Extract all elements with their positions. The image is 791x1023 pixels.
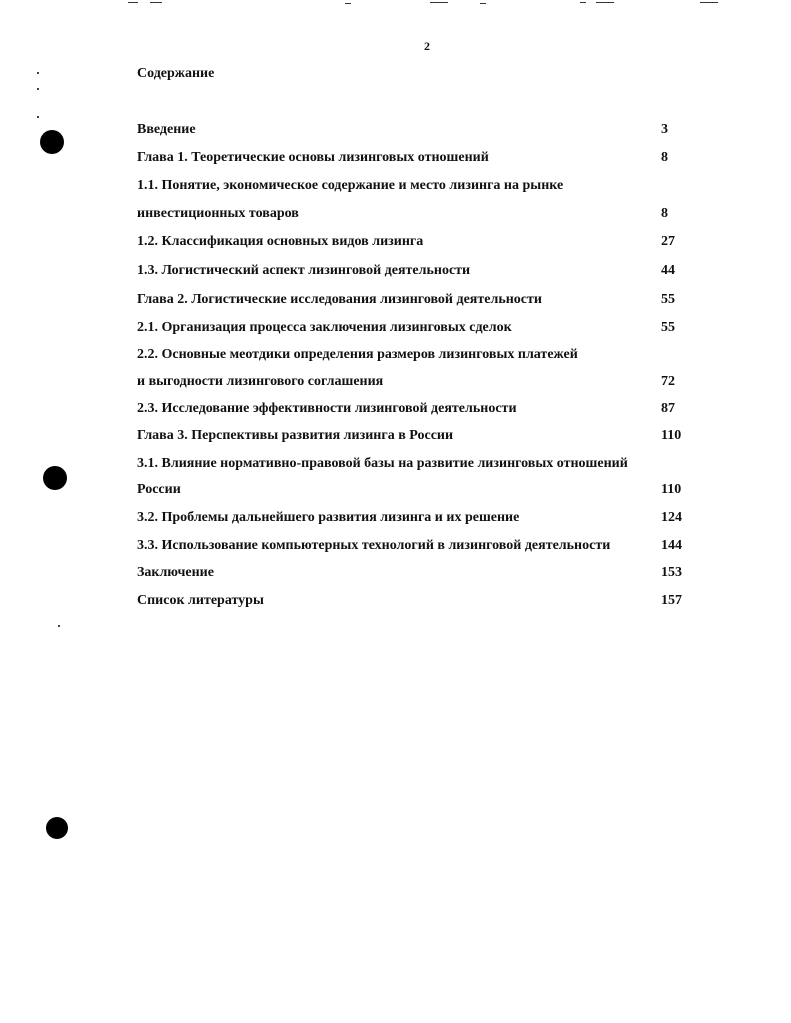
toc-entry xyxy=(137,592,697,610)
toc-entry-title: Глава 3. Перспективы развития лизинга в России xyxy=(137,428,454,443)
toc-entry-page: 8 xyxy=(661,150,668,165)
punch-hole xyxy=(43,466,67,490)
toc-entry-title: России xyxy=(137,482,181,497)
toc-entry-title: Введение xyxy=(137,122,196,137)
scan-artifact xyxy=(700,2,718,3)
toc-entry-page: 124 xyxy=(661,510,682,525)
toc-entry xyxy=(137,262,697,280)
toc-entry xyxy=(137,177,697,195)
scan-speck xyxy=(37,72,39,74)
punch-hole xyxy=(46,817,68,839)
toc-entry-title: 2.2. Основные меотдики определения размеров лизинговых платежей xyxy=(137,347,578,362)
toc-entry xyxy=(137,455,697,473)
toc-entry-title: 3.2. Проблемы дальнейшего развития лизинга и их решение xyxy=(137,510,520,525)
toc-entry xyxy=(137,121,697,139)
toc-entry-title: 1.3. Логистический аспект лизинговой деятельности xyxy=(137,263,471,278)
scan-artifact xyxy=(480,3,486,4)
toc-entry xyxy=(137,481,697,499)
toc-entry-page: 153 xyxy=(661,565,682,580)
scan-speck xyxy=(37,116,39,118)
toc-entry-title: Заключение xyxy=(137,565,214,580)
toc-entry-title: 1.1. Понятие, экономическое содержание и место лизинга на рынке xyxy=(137,178,564,193)
toc-entry-page: 144 xyxy=(661,538,682,553)
scan-speck xyxy=(58,625,60,627)
toc-entry xyxy=(137,564,697,582)
toc-entry-title: 2.3. Исследование эффективности лизинговой деятельности xyxy=(137,401,517,416)
toc-entry-title: 1.2. Классификация основных видов лизинга xyxy=(137,234,424,249)
toc-entry xyxy=(137,509,697,527)
toc-entry-page: 157 xyxy=(661,593,682,608)
scan-artifact xyxy=(580,2,586,3)
toc-heading: Содержание xyxy=(137,66,215,81)
scan-artifact xyxy=(128,2,138,3)
toc-entry-page: 44 xyxy=(661,263,675,278)
scan-artifact xyxy=(596,2,614,3)
toc-entry xyxy=(137,291,697,309)
toc-entry-page: 8 xyxy=(661,206,668,221)
scan-artifact xyxy=(345,3,351,4)
toc-entry-page: 110 xyxy=(661,482,682,497)
toc-entry-page: 55 xyxy=(661,320,675,335)
toc-entry-page: 55 xyxy=(661,292,675,307)
page-number: 2 xyxy=(424,39,430,53)
toc-entry-page: 110 xyxy=(661,428,682,443)
toc-entry-page: 27 xyxy=(661,234,675,249)
toc-entry-title: 3.1. Влияние нормативно-правовой базы на развитие лизинговых отношений xyxy=(137,456,628,471)
punch-hole xyxy=(40,130,64,154)
toc-entry xyxy=(137,373,697,391)
toc-entry xyxy=(137,233,697,251)
toc-entry-page: 72 xyxy=(661,374,675,389)
toc-entry xyxy=(137,400,697,418)
toc-entry xyxy=(137,537,697,555)
toc-entry-title: инвестиционных товаров xyxy=(137,206,299,221)
toc-entry xyxy=(137,149,697,167)
toc-entry xyxy=(137,319,697,337)
toc-entry-title: 2.1. Организация процесса заключения лизинговых сделок xyxy=(137,320,512,335)
toc-entry-page: 3 xyxy=(661,122,668,137)
scan-artifact xyxy=(430,2,448,3)
toc-entry xyxy=(137,346,697,364)
toc-entry-title: Глава 2. Логистические исследования лизинговой деятельности xyxy=(137,292,542,307)
toc-entry-title: 3.3. Использование компьютерных технологий в лизинговой деятельности xyxy=(137,538,611,553)
toc-entry-title: Список литературы xyxy=(137,593,264,608)
toc-entry-page: 87 xyxy=(661,401,675,416)
toc-entry-title: Глава 1. Теоретические основы лизинговых отношений xyxy=(137,150,489,165)
toc-entry-title: и выгодности лизингового соглашения xyxy=(137,374,384,389)
scan-artifact xyxy=(150,2,162,3)
scan-speck xyxy=(37,88,39,90)
toc-entry xyxy=(137,205,697,223)
toc-entry xyxy=(137,427,697,445)
